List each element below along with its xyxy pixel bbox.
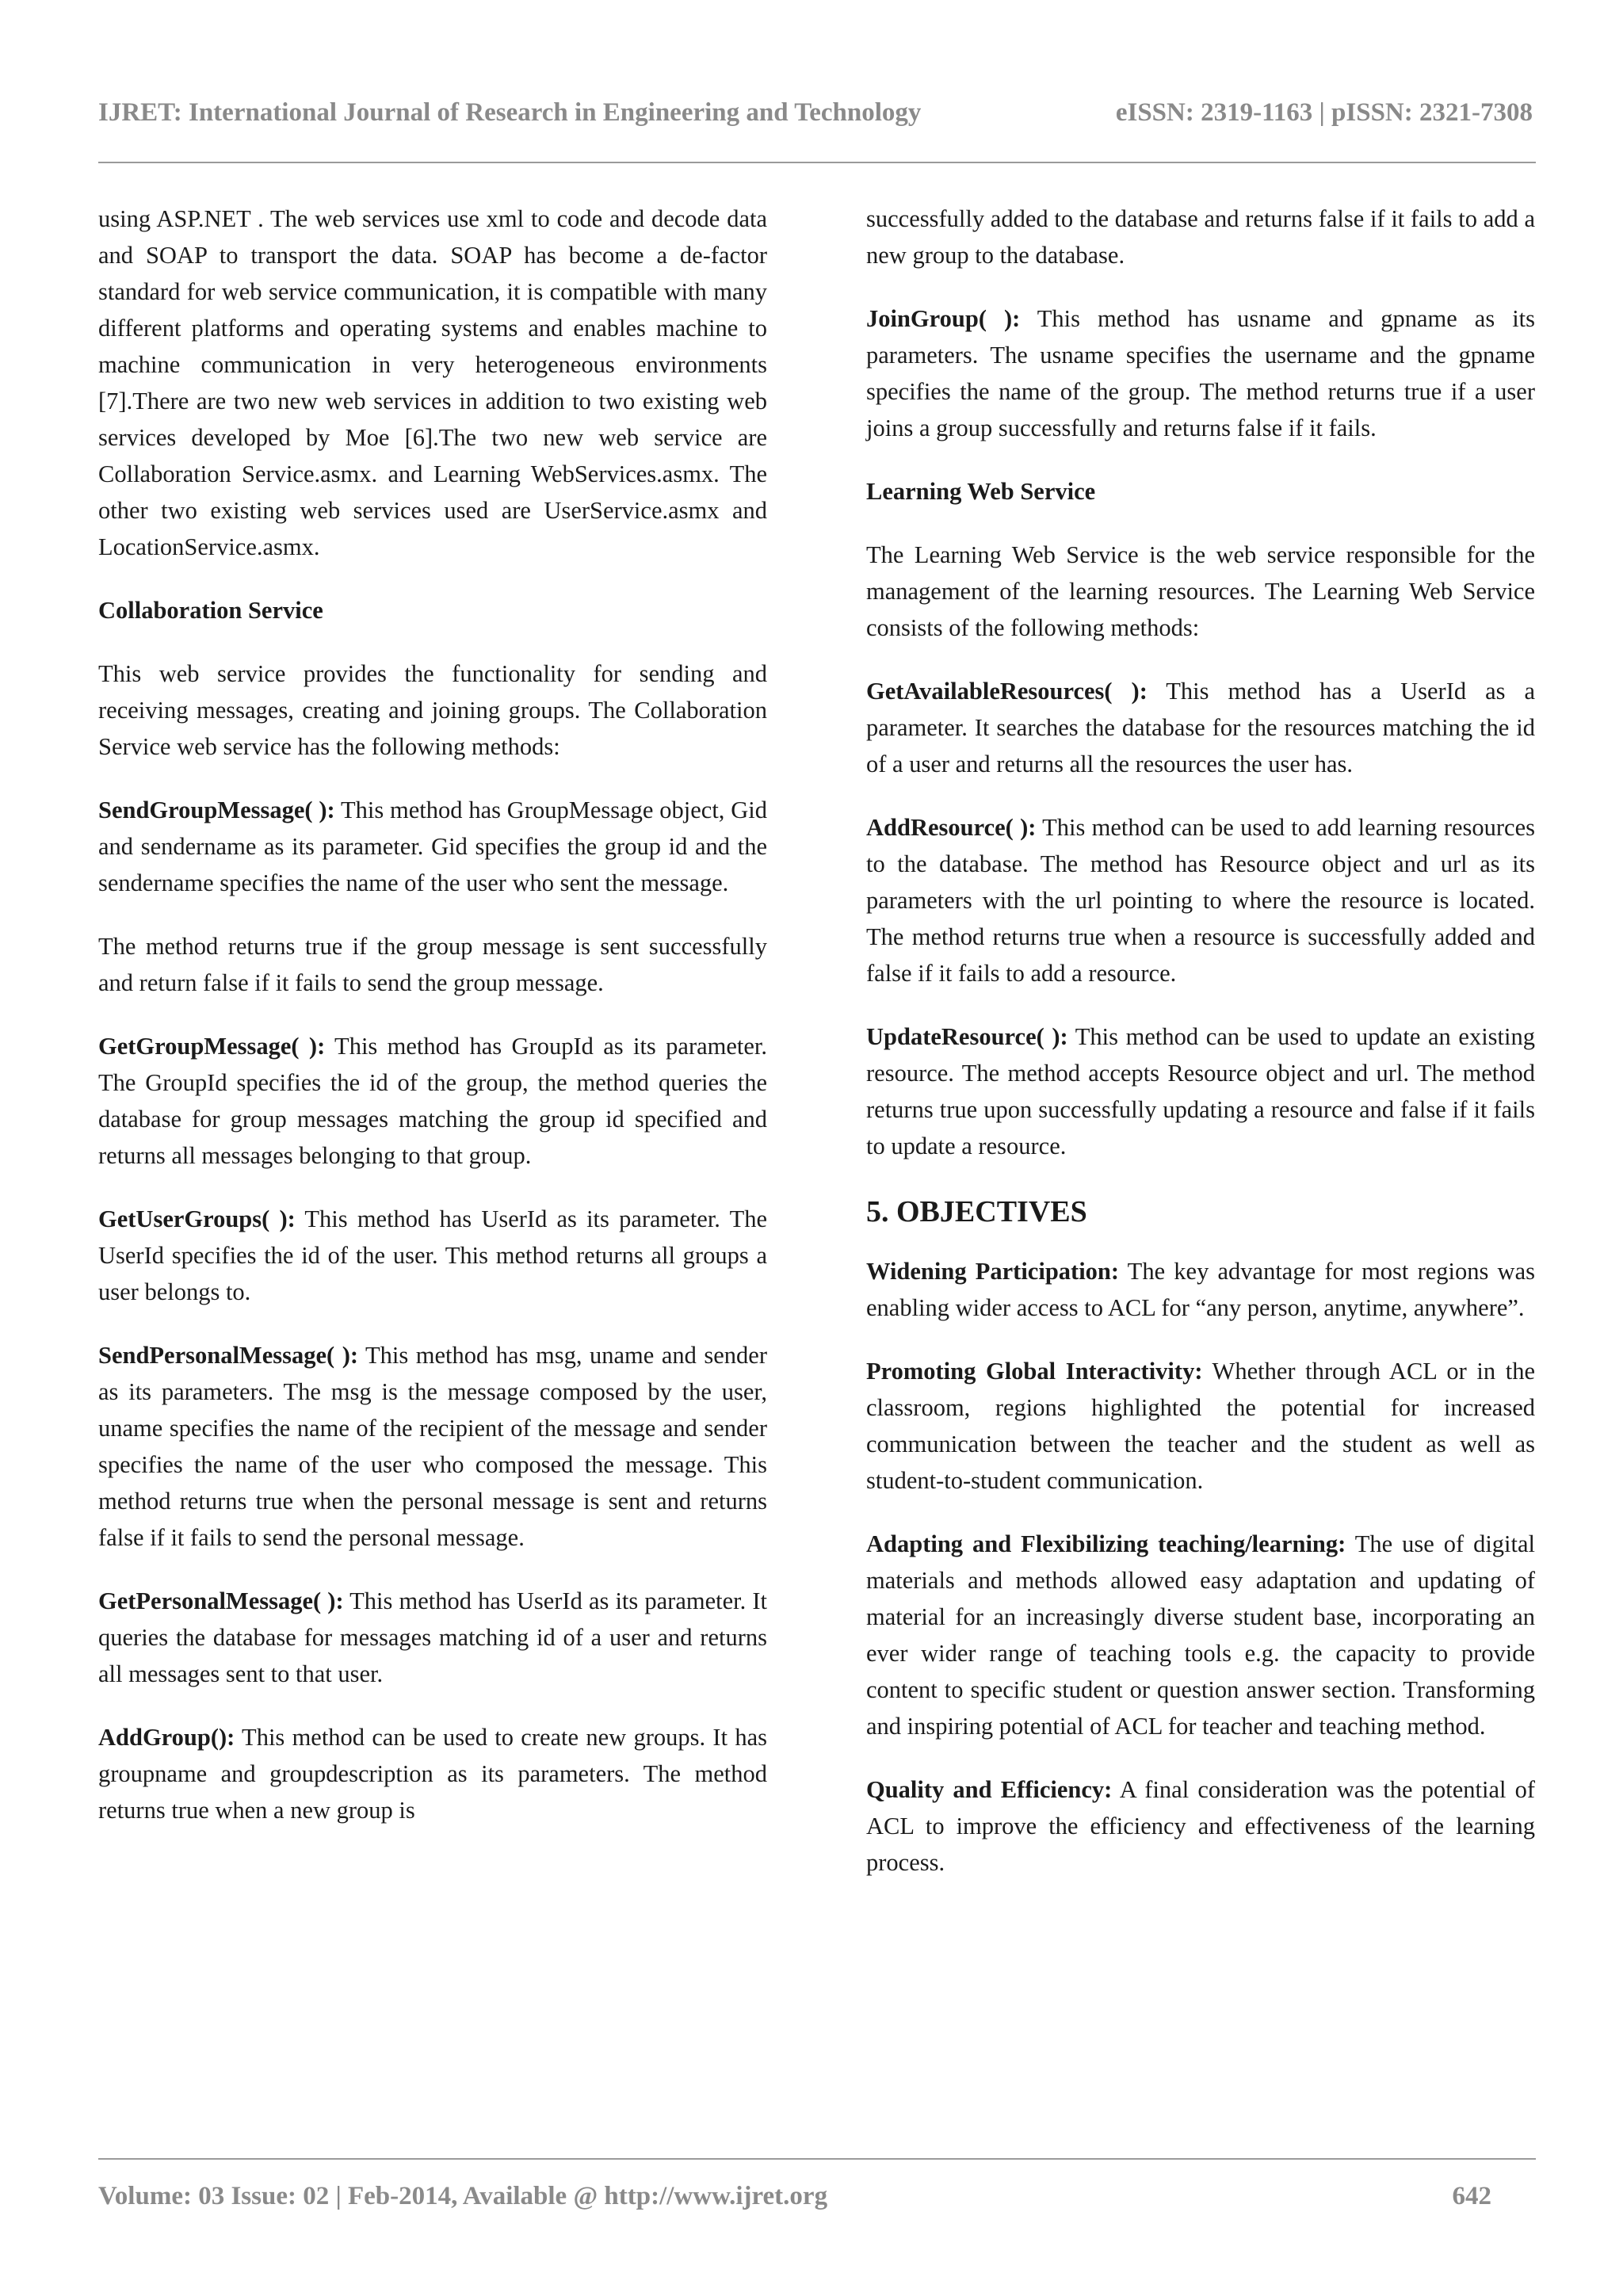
add-group-text: This method can be used to create new groups. It has groupname and groupdescription as its parameters. The method returns true when a new group is [98, 1724, 767, 1824]
get-available-resources-paragraph [866, 673, 1535, 782]
page-number: 642 [1452, 2182, 1491, 2210]
header-divider [98, 162, 1536, 163]
collaboration-service-heading: Collaboration Service [98, 597, 323, 624]
add-group-term: AddGroup(): [98, 1724, 235, 1751]
get-personal-message-paragraph [98, 1583, 767, 1692]
join-group-term: JoinGroup( ): [866, 305, 1021, 332]
get-group-message-text: This method has GroupId as its parameter. The GroupId specifies the id of the group, the method queries the database for group messages matching the group id specified and returns all messages belonging to that group. [98, 1033, 768, 1169]
issn-info: eISSN: 2319-1163 | pISSN: 2321-7308 [1115, 98, 1533, 127]
learning-web-service-description: The Learning Web Service is the web service responsible for the management of the learning resources. The Learning Web Service consists of the following methods: [866, 541, 1535, 641]
right-column [866, 201, 1535, 1908]
volume-info: Volume: 03 Issue: 02 | Feb-2014, Available @ http://www.ijret.org [98, 2182, 828, 2210]
promoting-interactivity-paragraph [866, 1353, 1535, 1499]
widening-participation-text: The key advantage for most regions was enabling wider access to ACL for “any person, anytime, anywhere”. [866, 1258, 1535, 1321]
join-group-text: This method has usname and gpname as its parameters. The usname specifies the username and the gpname specifies the name of the group. The method returns true if a user joins a group successfully and returns false if it fails. [866, 305, 1536, 441]
promoting-interactivity-term: Promoting Global Interactivity: [866, 1358, 1203, 1385]
add-resource-text: This method can be used to add learning resources to the database. The method has Resource object and url as its parameters with the url pointing to where the resource is located. The method returns true when a resource is successfully added and false if it fails to add a resource. [866, 814, 1535, 987]
send-group-message-term: SendGroupMessage( ): [98, 797, 335, 823]
quality-efficiency-term: Quality and Efficiency: [866, 1776, 1113, 1803]
send-group-message-text: This method has GroupMessage object, Gid and sendername as its parameter. Gid specifies the group id and the sendername specifies the name of the user who sent the message. [98, 797, 767, 896]
adapting-teaching-term: Adapting and Flexibilizing teaching/learning: [866, 1530, 1346, 1557]
get-personal-message-term: GetPersonalMessage( ): [98, 1587, 344, 1614]
join-group-paragraph [866, 300, 1535, 446]
add-group-continuation: successfully added to the database and returns false if it fails to add a new group to the database. [866, 205, 1535, 269]
update-resource-text: This method can be used to update an existing resource. The method accepts Resource object and url. The method returns true upon successfully updating a resource and false if it fails to update a resource. [866, 1023, 1535, 1159]
left-column [98, 201, 767, 1855]
get-personal-message-text: This method has UserId as its parameter. It queries the database for messages matching id of a user and returns all messages sent to that user. [98, 1587, 767, 1687]
adapting-teaching-paragraph [866, 1526, 1535, 1744]
get-user-groups-term: GetUserGroups( ): [98, 1205, 296, 1232]
update-resource-term: UpdateResource( ): [866, 1023, 1068, 1050]
objectives-heading: 5. OBJECTIVES [866, 1195, 1087, 1228]
get-group-message-paragraph [98, 1028, 767, 1174]
footer-divider [98, 2158, 1536, 2160]
send-personal-message-paragraph [98, 1337, 767, 1556]
journal-title: IJRET: International Journal of Research in Engineering and Technology [98, 98, 922, 127]
update-resource-paragraph [866, 1018, 1535, 1164]
widening-participation-term: Widening Participation: [866, 1258, 1120, 1285]
send-group-message-paragraph [98, 792, 767, 901]
quality-efficiency-text: A final consideration was the potential of ACL to improve the efficiency and effectiveness of the learning process. [866, 1776, 1535, 1876]
collaboration-service-description: This web service provides the functionality for sending and receiving messages, creating and joining groups. The Collaboration Service web service has the following methods: [98, 660, 767, 760]
add-resource-term: AddResource( ): [866, 814, 1037, 841]
page-header [98, 98, 1533, 138]
send-personal-message-term: SendPersonalMessage( ): [98, 1342, 359, 1369]
add-group-paragraph [98, 1719, 767, 1828]
send-group-message-return: The method returns true if the group message is sent successfully and return false if it fails to send the group message. [98, 933, 767, 996]
learning-web-service-heading: Learning Web Service [866, 478, 1096, 505]
send-personal-message-text: This method has msg, uname and sender as its parameters. The msg is the message composed by the user, uname specifies the name of the recipient of the message and sender specifies the name of the user who composed the message. This method returns true when the personal message is sent and returns false if it fails to send the personal message. [98, 1342, 767, 1551]
get-available-resources-text: This method has a UserId as a parameter. It searches the database for the resources matching the id of a user and returns all the resources the user has. [866, 678, 1535, 777]
get-user-groups-text: This method has UserId as its parameter. The UserId specifies the id of the user. This method returns all groups a user belongs to. [98, 1205, 767, 1305]
get-available-resources-term: GetAvailableResources( ): [866, 678, 1148, 705]
promoting-interactivity-text: Whether through ACL or in the classroom, regions highlighted the potential for increased communication between the teacher and the student as well as student-to-student communication. [866, 1358, 1535, 1494]
get-user-groups-paragraph [98, 1201, 767, 1310]
add-resource-paragraph [866, 809, 1535, 991]
widening-participation-paragraph [866, 1253, 1535, 1326]
quality-efficiency-paragraph [866, 1771, 1535, 1881]
adapting-teaching-text: The use of digital materials and methods allowed easy adaptation and updating of material for an increasingly diverse student base, incorporating an ever wider range of teaching tools e.g. the capacity to provide content to specific student or question answer section. Transforming and inspiring potential of ACL for teacher and teaching method. [866, 1530, 1535, 1740]
intro-paragraph: using ASP.NET . The web services use xml to code and decode data and SOAP to transport the data. SOAP has become a de-factor standard for web service communication, it is compatible with many different platforms and operating systems and enables machine to machine communication in very heterogeneous environments [7].There are two new web services in addition to two existing web services developed by Moe [6].The two new web service are Collaboration Service.asmx. and Learning WebServices.asmx. The other two existing web services used are UserService.asmx and LocationService.asmx. [98, 205, 767, 560]
get-group-message-term: GetGroupMessage( ): [98, 1033, 326, 1060]
